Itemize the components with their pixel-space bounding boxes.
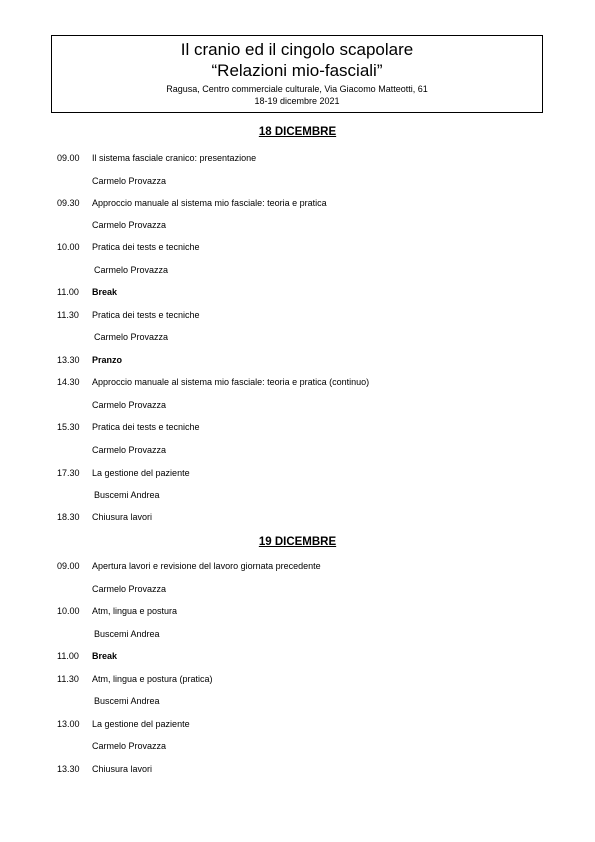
- item-title: Pratica dei tests e tecniche: [92, 242, 200, 252]
- item-time: 17.30: [57, 468, 80, 478]
- item-title: La gestione del paziente: [92, 468, 190, 478]
- program-header: [51, 35, 543, 113]
- item-speaker: Carmelo Provazza: [94, 332, 169, 342]
- item-title: Approccio manuale al sistema mio fasciale: teoria e pratica: [92, 198, 327, 208]
- item-time: 14.30: [57, 377, 80, 387]
- day-heading: 18 DICEMBRE: [258, 126, 337, 138]
- item-title: Pratica dei tests e tecniche: [92, 310, 200, 320]
- item-time: 09.00: [57, 561, 80, 571]
- item-speaker: Carmelo Provazza: [92, 445, 167, 455]
- item-speaker: Carmelo Provazza: [92, 584, 167, 594]
- item-time: 11.00: [57, 651, 79, 661]
- item-time: 11.30: [57, 674, 79, 684]
- item-speaker: Carmelo Provazza: [94, 265, 169, 275]
- item-title: La gestione del paziente: [92, 719, 190, 729]
- item-time: 15.30: [57, 422, 80, 432]
- item-title: Atm, lingua e postura: [92, 606, 178, 616]
- item-title: Pranzo: [92, 355, 123, 365]
- item-speaker: Carmelo Provazza: [92, 741, 167, 751]
- item-title: Break: [92, 651, 118, 661]
- item-speaker: Buscemi Andrea: [94, 696, 160, 706]
- document-subtitle: “Relazioni mio-fasciali”: [211, 61, 383, 80]
- item-time: 10.00: [57, 242, 80, 252]
- item-time: 11.30: [57, 310, 79, 320]
- item-time: 13.30: [57, 355, 80, 365]
- dates-line: 18-19 dicembre 2021: [254, 96, 340, 106]
- item-title: Break: [92, 287, 118, 297]
- item-time: 09.00: [57, 153, 80, 163]
- item-speaker: Carmelo Provazza: [92, 400, 167, 410]
- item-speaker: Carmelo Provazza: [92, 220, 167, 230]
- item-title: Il sistema fasciale cranico: presentazione: [92, 153, 257, 163]
- item-time: 13.30: [57, 764, 80, 774]
- item-speaker: Buscemi Andrea: [94, 629, 160, 639]
- item-title: Apertura lavori e revisione del lavoro giornata precedente: [92, 561, 321, 571]
- item-speaker: Buscemi Andrea: [94, 490, 160, 500]
- item-time: 18.30: [57, 512, 80, 522]
- item-title: Atm, lingua e postura (pratica): [92, 674, 213, 684]
- item-title: Chiusura lavori: [92, 764, 153, 774]
- item-time: 11.00: [57, 287, 79, 297]
- item-title: Pratica dei tests e tecniche: [92, 422, 200, 432]
- item-time: 13.00: [57, 719, 80, 729]
- item-speaker: Carmelo Provazza: [92, 176, 167, 186]
- item-title: Approccio manuale al sistema mio fasciale: teoria e pratica (continuo): [92, 377, 370, 387]
- day-heading: 19 DICEMBRE: [258, 536, 337, 548]
- item-title: Chiusura lavori: [92, 512, 153, 522]
- item-time: 09.30: [57, 198, 80, 208]
- document-title: Il cranio ed il cingolo scapolare: [180, 40, 414, 59]
- item-time: 10.00: [57, 606, 80, 616]
- venue-line: Ragusa, Centro commerciale culturale, Via Giacomo Matteotti, 61: [166, 84, 428, 94]
